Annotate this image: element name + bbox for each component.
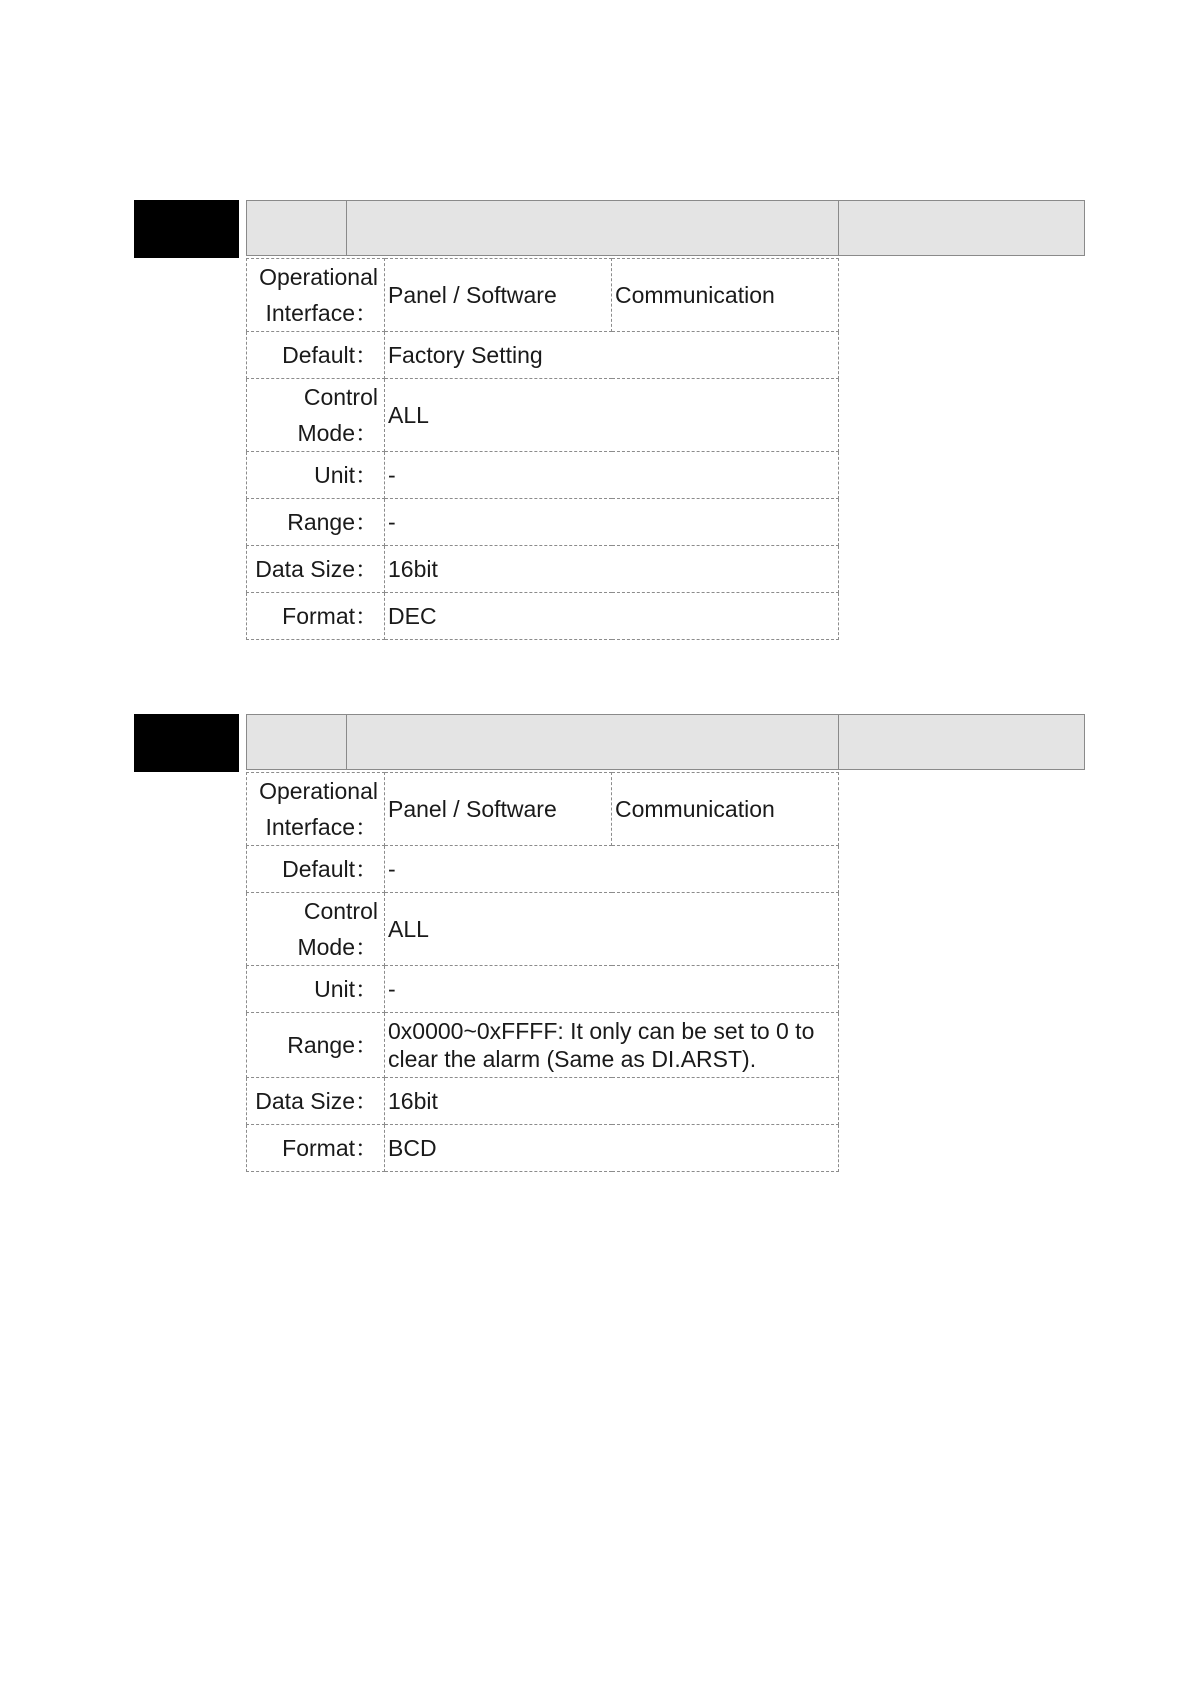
format-value: BCD — [385, 1125, 839, 1172]
range-value-line1: 0x0000~0xFFFF: It only can be set to 0 to — [388, 1018, 815, 1044]
row-format — [247, 593, 839, 640]
data-size-label-text: Data Size： — [255, 556, 378, 582]
row-control-mode — [247, 379, 839, 452]
panel-software-value: Panel / Software — [385, 259, 612, 332]
parameter-header-cell-code — [247, 715, 347, 769]
operational-interface-label-line2: Interface： — [265, 300, 378, 326]
row-data-size — [247, 546, 839, 593]
parameter-header — [246, 200, 1085, 256]
unit-value: - — [385, 452, 839, 499]
row-default — [247, 846, 839, 893]
format-label — [247, 593, 385, 640]
communication-value: Communication — [612, 259, 839, 332]
row-data-size — [247, 1078, 839, 1125]
default-label-text: Default： — [282, 856, 378, 882]
row-operational-interface — [247, 259, 839, 332]
data-size-label — [247, 1078, 385, 1125]
parameter-header-cell-name — [347, 715, 839, 769]
format-label — [247, 1125, 385, 1172]
format-label-text: Format： — [282, 1135, 378, 1161]
row-format — [247, 1125, 839, 1172]
row-control-mode — [247, 893, 839, 966]
parameter-attributes-table — [246, 772, 839, 1172]
default-value: Factory Setting — [385, 332, 839, 379]
operational-interface-label — [247, 259, 385, 332]
unit-label — [247, 966, 385, 1013]
control-mode-value: ALL — [385, 893, 839, 966]
unit-label-text: Unit： — [314, 976, 378, 1002]
control-mode-label-line2: Mode： — [297, 420, 378, 446]
parameter-code-box — [134, 714, 239, 772]
parameter-header-cell-name — [347, 201, 839, 255]
range-value-line2: clear the alarm (Same as DI.ARST). — [388, 1046, 757, 1072]
operational-interface-label-line2: Interface： — [265, 814, 378, 840]
control-mode-label — [247, 379, 385, 452]
parameter-header-cell-address — [839, 715, 1084, 769]
row-range — [247, 499, 839, 546]
default-label — [247, 846, 385, 893]
range-label — [247, 1013, 385, 1078]
operational-interface-label — [247, 773, 385, 846]
control-mode-label-line1: Control — [303, 898, 378, 924]
row-default — [247, 332, 839, 379]
format-label-text: Format： — [282, 603, 378, 629]
control-mode-label-line1: Control — [303, 384, 378, 410]
unit-label — [247, 452, 385, 499]
range-label — [247, 499, 385, 546]
default-label-text: Default： — [282, 342, 378, 368]
range-value: - — [385, 499, 839, 546]
parameter-code-box — [134, 200, 239, 258]
row-range — [247, 1013, 839, 1078]
range-label-text: Range： — [287, 1032, 378, 1058]
default-value: - — [385, 846, 839, 893]
unit-value: - — [385, 966, 839, 1013]
data-size-label — [247, 546, 385, 593]
range-value — [385, 1013, 839, 1078]
data-size-label-text: Data Size： — [255, 1088, 378, 1114]
data-size-value: 16bit — [385, 1078, 839, 1125]
row-unit — [247, 452, 839, 499]
parameter-header — [246, 714, 1085, 770]
data-size-value: 16bit — [385, 546, 839, 593]
control-mode-label — [247, 893, 385, 966]
parameter-header-cell-address — [839, 201, 1084, 255]
operational-interface-label-line1: Operational — [259, 264, 378, 290]
row-unit — [247, 966, 839, 1013]
operational-interface-label-line1: Operational — [259, 778, 378, 804]
format-value: DEC — [385, 593, 839, 640]
parameter-attributes-table — [246, 258, 839, 640]
range-label-text: Range： — [287, 509, 378, 535]
parameter-header-cell-code — [247, 201, 347, 255]
row-operational-interface — [247, 773, 839, 846]
control-mode-label-line2: Mode： — [297, 934, 378, 960]
control-mode-value: ALL — [385, 379, 839, 452]
default-label — [247, 332, 385, 379]
unit-label-text: Unit： — [314, 462, 378, 488]
panel-software-value: Panel / Software — [385, 773, 612, 846]
communication-value: Communication — [612, 773, 839, 846]
